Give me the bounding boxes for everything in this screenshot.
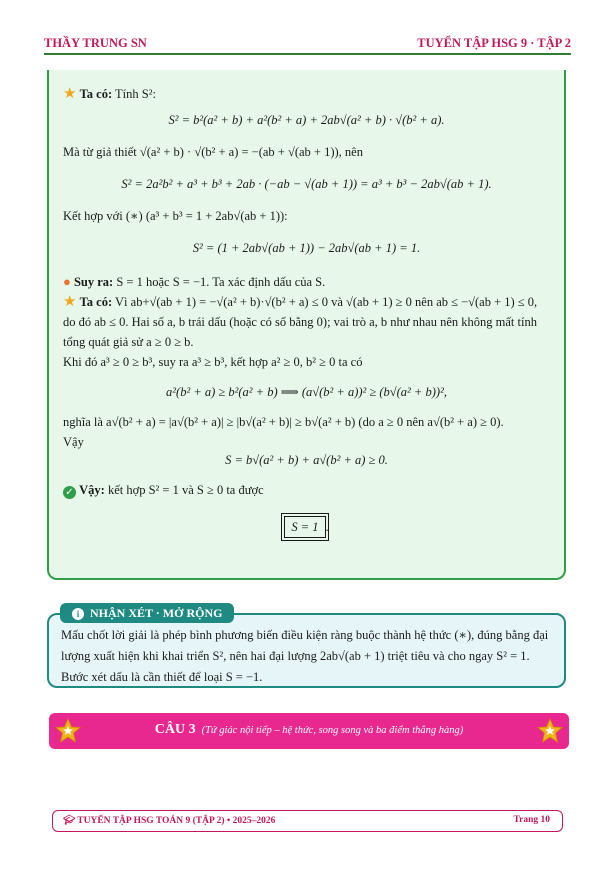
question-number: CÂU 3 [154,722,196,737]
star-icon: ★ [63,86,77,102]
when-line: Khi đó a³ ≥ 0 ≥ b³, suy ra a³ ≥ b³, kết hợp a² ≥ 0, b² ≥ 0 ta có [63,355,363,369]
footer-title: TUYỂN TẬP HSG TOÁN 9 (TẬP 2) • 2025–2026 [77,816,276,826]
bulb-icon: ● [63,274,71,289]
equation-5: S = b√(a² + b) + a√(b² + a) ≥ 0. [225,453,388,467]
remark-box [47,613,566,688]
star-icon: ★ [63,294,77,310]
combine-line: Kết hợp với (∗) (a³ + b³ = 1 + 2ab√(ab + 1)): [63,209,288,223]
suyra-text: S = 1 hoặc S = −1. Ta xác định dấu của S. [116,275,326,289]
remark-tab [60,603,234,623]
answer-period: . [325,520,329,534]
page-number: Trang 10 [513,815,550,825]
equation-1: S² = b²(a² + b) + a²(b² + a) + 2ab√(a² + b) · √(b² + a). [168,113,445,127]
graduation-cap-icon: 🎓︎ [63,816,78,826]
vay-label: Vậy: [79,483,105,497]
header-series: TUYỂN TẬP HSG 9 · TẬP 2 [417,36,571,50]
tacó-text-2: Vì ab+√(ab + 1) = −√(a² + b)·√(b² + a) ≤ 0 và √(ab + 1) ≥ 0 nên ab ≤ −√(ab + 1) ≤ 0, do đó ab ≤ 0. Hai số a, b trái dấu (hoặc có số bằng 0); vai trò a, b như nhau nên không mất tính tổng quát giả sử a ≥ 0 ≥ b. [63,295,538,349]
meaning-line: nghĩa là a√(b² + a) = |a√(b² + a)| ≥ |b√(a² + b)| ≥ b√(a² + b) (do a ≥ 0 nên a√(b² + a) ≥ 0). [63,415,504,429]
header-author: THẦY TRUNG SN [44,36,147,50]
check-icon: ✓ [63,486,76,499]
answer-box: S = 1 [284,516,325,538]
tacó-label-2: Ta có: [79,295,113,309]
page-footer [52,810,563,832]
page-header [44,36,571,54]
suyra-label: Suy ra: [73,275,114,289]
vay-text: kết hợp S² = 1 và S ≥ 0 ta được [107,483,264,497]
equation-3: S² = (1 + 2ab√(ab + 1)) − 2ab√(ab + 1) = 1. [192,241,421,255]
remark-text: Mấu chốt lời giải là phép bình phương biến điều kiện ràng buộc thành hệ thức (∗), đúng bằng đại lượng xuất hiện khi khai triển S², nên hai đại lượng 2ab√(ab + 1) triệt tiêu và cho ngay S² = 1. Bước xét dấu là cần thiết để loại S = −1. [61,628,549,684]
info-icon: i [72,608,84,620]
hypothesis-line: Mà từ giả thiết √(a² + b) · √(b² + a) = −(ab + √(ab + 1)), nên [63,145,363,159]
equation-2: S² = 2a²b² + a³ + b³ + 2ab · (−ab − √(ab + 1)) = a³ + b³ − 2ab√(ab + 1). [121,177,492,191]
star-icon [537,718,563,744]
solution-box [47,70,566,580]
tacó-label-1: Ta có: [79,87,113,101]
question-banner [49,713,569,749]
remark-tab-label: NHẬN XÉT · MỞ RỘNG [90,606,223,620]
question-description: (Tứ giác nội tiếp – hệ thức, song song và ba điểm thẳng hàng) [201,725,464,736]
vay-line: Vậy [63,435,84,449]
equation-4: a²(b² + a) ≥ b²(a² + b) ⟹ (a√(b² + a))² ≥ (b√(a² + b))², [166,385,447,399]
tacó-text-1: Tính S²: [115,87,156,101]
header-divider [44,53,571,55]
